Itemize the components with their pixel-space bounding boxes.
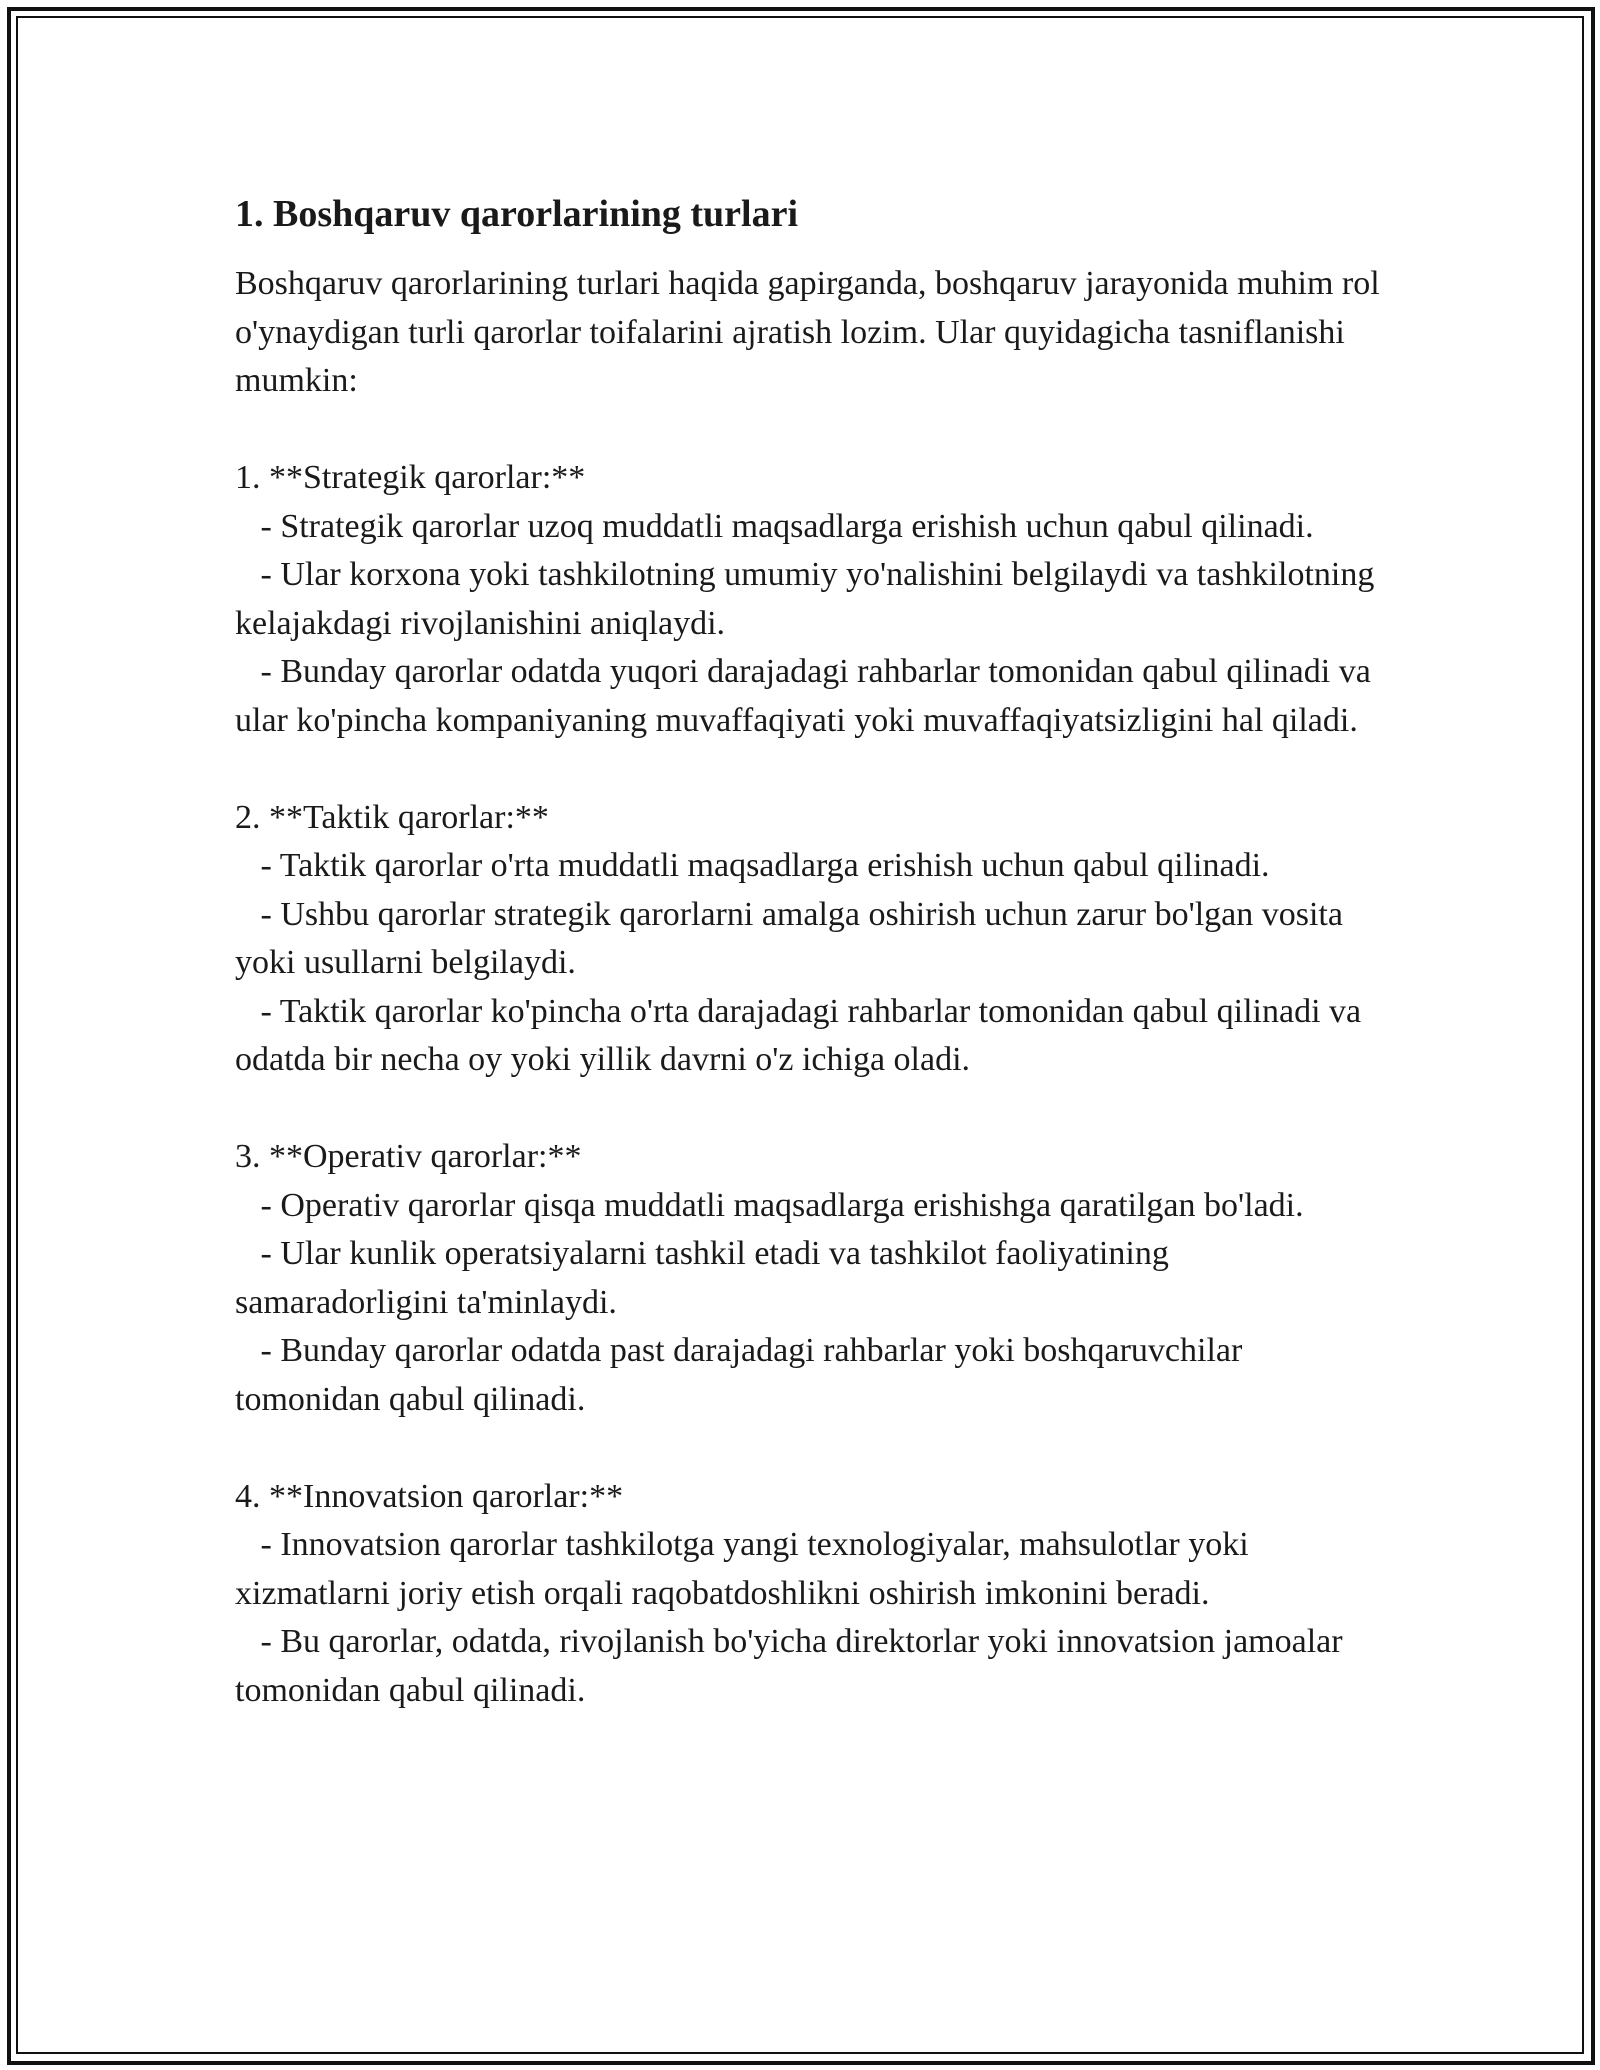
- section-title: 4. **Innovatsion qarorlar:**: [235, 1477, 624, 1515]
- list-item: - Innovatsion qarorlar tashkilotga yangi texnologiyalar, mahsulotlar yoki xizmatlarni joriy etish orqali raqobatdoshlikni oshirish imkonini beradi.: [235, 1526, 1258, 1612]
- decision-type-innovative: [235, 1473, 1385, 1716]
- list-item: - Bu qarorlar, odatda, rivojlanish bo'yicha direktorlar yoki innovatsion jamoalar tomonidan qabul qilinadi.: [235, 1623, 1352, 1709]
- list-item: - Strategik qarorlar uzoq muddatli maqsadlarga erishish uchun qabul qilinadi.: [235, 507, 1314, 545]
- list-item: - Ular kunlik operatsiyalarni tashkil etadi va tashkilot faoliyatining samaradorligini ta'minlaydi.: [235, 1235, 1178, 1321]
- section-title: 2. **Taktik qarorlar:**: [235, 798, 549, 836]
- list-item: - Taktik qarorlar o'rta muddatli maqsadlarga erishish uchun qabul qilinadi.: [235, 847, 1270, 884]
- section-title: 1. **Strategik qarorlar:**: [235, 459, 586, 496]
- list-item: - Bunday qarorlar odatda yuqori darajadagi rahbarlar tomonidan qabul qilinadi va ular ko'pincha kompaniyaning muvaffaqiyati yoki muvaffaqiyatsizligini hal qiladi.: [235, 653, 1380, 739]
- section-heading: 1. Boshqaruv qarorlarining turlari: [235, 193, 799, 235]
- list-item: - Ular korxona yoki tashkilotning umumiy yo'nalishini belgilaydi va tashkilotning kelajakdagi rivojlanishini aniqlaydi.: [235, 556, 1383, 642]
- decision-type-operative: [235, 1133, 1385, 1424]
- list-item: - Bunday qarorlar odatda past darajadagi rahbarlar yoki boshqaruvchilar tomonidan qabul qilinadi.: [235, 1332, 1251, 1418]
- list-item: - Operativ qarorlar qisqa muddatli maqsadlarga erishishga qaratilgan bo'ladi.: [235, 1186, 1304, 1224]
- decision-type-strategic: [235, 454, 1385, 745]
- document-body: [235, 182, 1385, 1764]
- list-item: - Ushbu qarorlar strategik qarorlarni amalga oshirish uchun zarur bo'lgan vosita yoki usullarni belgilaydi.: [235, 895, 1352, 981]
- intro-paragraph: Boshqaruv qarorlarining turlari haqida gapirganda, boshqaruv jarayonida muhim rol o'ynaydigan turli qarorlar toifalarini ajratish lozim. Ular quyidagicha tasniflanishi mumkin:: [235, 265, 1380, 399]
- section-title: 3. **Operativ qarorlar:**: [235, 1138, 582, 1175]
- list-item: - Taktik qarorlar ko'pincha o'rta darajadagi rahbarlar tomonidan qabul qilinadi va odatda bir necha oy yoki yillik davrni o'z ichiga oladi.: [235, 992, 1370, 1078]
- decision-type-tactical: [235, 794, 1385, 1085]
